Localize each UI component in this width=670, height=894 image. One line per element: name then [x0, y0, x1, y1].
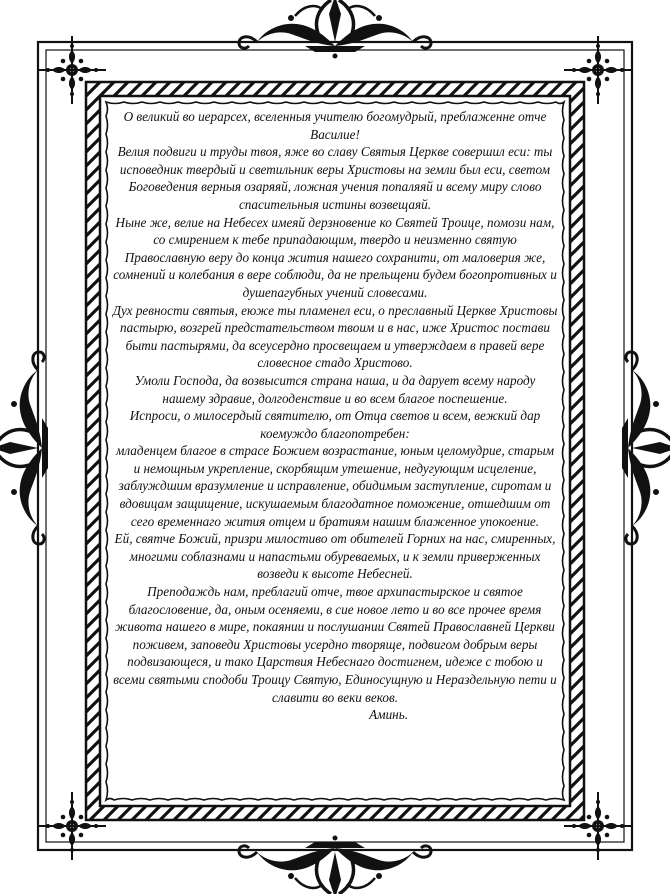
prayer-paragraph: Дух ревности святыя, еюже ты пламенел еси, о преславный Церкве Христовы пастырю, возгрей предстательством твоим и в нас, иже Христос постави быти пастырями, да всеусердно просвещаем и утверждаем в правей вере словесное стадо Христово.: [112, 302, 558, 371]
prayer-paragraph: Умоли Господа, да возвысится страна наша, и да дарует всему народу нашему здравие, долгоденствие и во всем благое поспешение.: [134, 372, 536, 406]
prayer-paragraph: младенцем благое в страсе Божием возрастание, юным целомудрие, старым и немощным укрепление, скорбящим утешение, недугующим исцеление, заблуждшим вразумление и исправление, обидимым заступление, сиротам и вдовицам защищение, искушаемым благодатное поможение, отшедшим от сего временнаго жития отцем и братиям нашим блаженное упокоение.: [115, 443, 555, 529]
prayer-paragraph: О великий во иерарсех, вселенныя учителю богомудрый, преблаженне отче Василие!: [123, 109, 547, 142]
prayer-closing: Аминь.: [369, 707, 408, 723]
prayer-paragraph: Ныне же, велие на Небесех имеяй дерзновение ко Святей Троице, помози нам, со смирением к тебе припадающим, твердо и неизменно святую Православную веру до конца жития нашего сохранити, от маловерия же, сомнений и колебания в вере соблюди, да не прельщени будем богопротивных и душепагубных учений словесами.: [113, 214, 557, 300]
scroll-ornament-icon: [0, 352, 48, 544]
prayer-paragraph: Ей, святче Божий, призри милостиво от обителей Горних на нас, смиренных, многими соблазнами и напастьми обуреваемых, и к земли приверженных возведи к высоте Небесней.: [114, 531, 556, 582]
scroll-ornament-icon: [239, 836, 431, 894]
prayer-paragraph: Преподаждь нам, преблагий отче, твое архипастырское и святое благословение, да, оным осеняеми, в сие новое лето и во все прочее время живота нашего в мире, покаянии и послушании Святей Православней Церкви поживем, заповеди Христовы усердно творяще, подвигом добрым веры подвизающеся, и тако Царствия Небеснаго достигнем, идеже с тобою и всеми святыми сподоби Троицу Святую, Единосущную и Нераздельную пети и славити во веки веков.: [113, 584, 557, 705]
prayer-paragraph: Велия подвиги и труды твоя, яже во славу Святыя Церкве совершил еси: ты исповедник твердый и светильник веры Христовы на земли был еси, светом Боговедения верныя озаряяй, ложная учения попаляяй и всему миру слово спасительныя истины возвещаяй.: [117, 144, 553, 212]
prayer-paragraph: Испроси, о милосердый святителю, от Отца светов и всем, вежкий дар коемуждо благопотребен:: [129, 408, 541, 441]
prayer-text: [112, 108, 558, 798]
scroll-ornament-icon: [622, 352, 670, 544]
